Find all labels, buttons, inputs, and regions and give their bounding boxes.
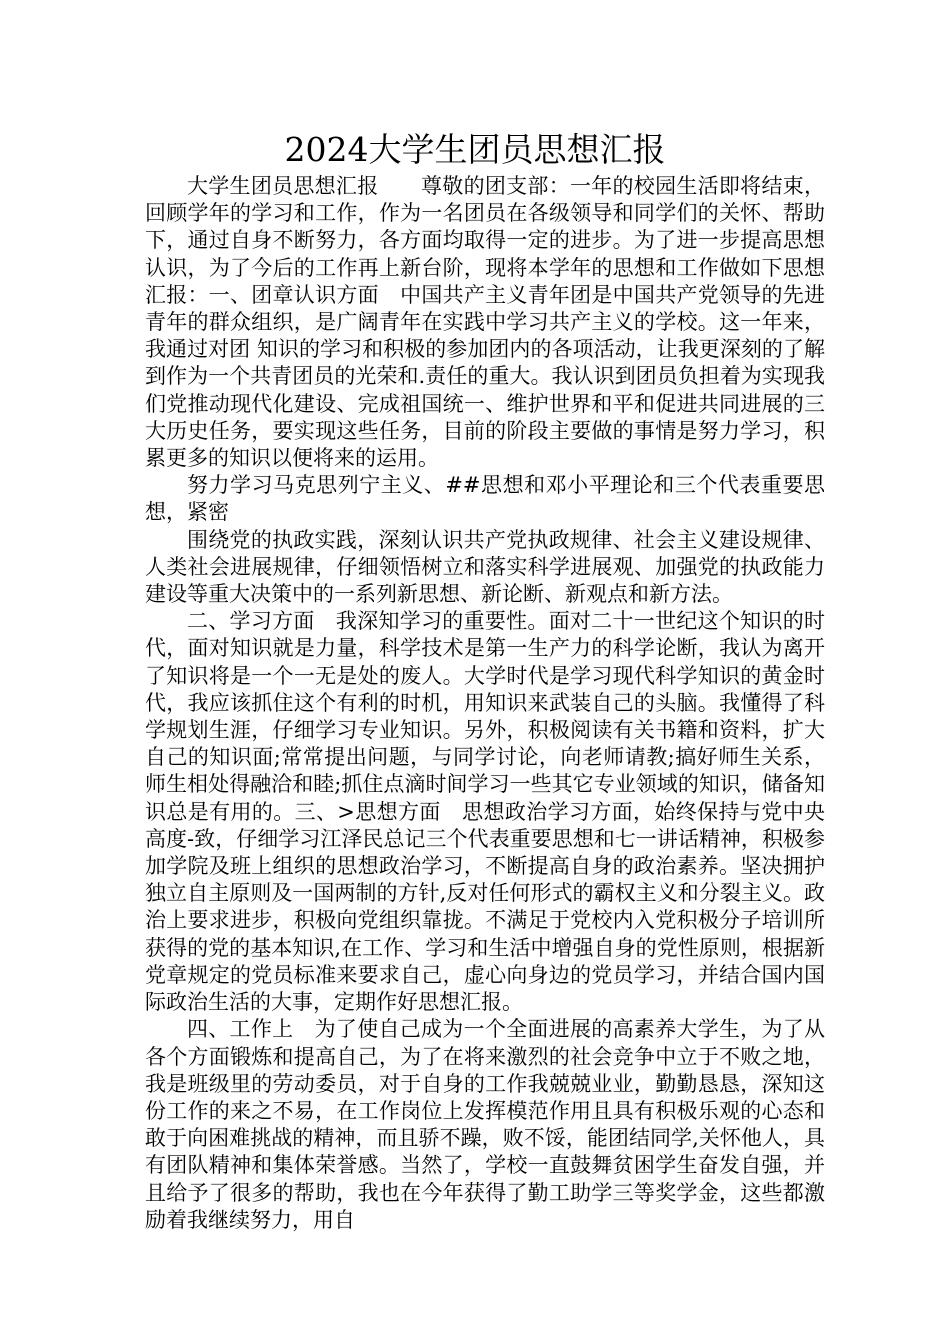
paragraph-study-theory: 努力学习马克思列宁主义、##思想和邓小平理论和三个代表重要思想，紧密 bbox=[145, 473, 825, 525]
document-body bbox=[145, 173, 825, 1234]
paragraph-study-thought: 二、学习方面 我深知学习的重要性。面对二十一世纪这个知识的时代，面对知识就是力量，科学技术是第一生产力的科学论断，我认为离开了知识将是一个一无是处的废人。大学时代是学习现代科学知识的黄金时代，我应该抓住这个有利的时机，用知识来武装自己的头脑。我懂得了科学规划生涯，仔细学习专业知识。另外，积极阅读有关书籍和资料，扩大自己的知识面;常常提出问题，与同学讨论，向老师请教;搞好师生关系，师生相处得融洽和睦;抓住点滴时间学习一些其它专业领域的知识，储备知识总是有用的。三、>思想方面 思想政治学习方面，始终保持与党中央高度-致，仔细学习江泽民总记三个代表重要思想和七一讲话精神，积极参加学院及班上组织的思想政治学习，不断提高自身的政治素养。坚决拥护独立自主原则及一国两制的方针,反对任何形式的霸权主义和分裂主义。政治上要求进步，积极向党组织靠拢。不满足于党校内入党积极分子培训所获得的党的基本知识,在工作、学习和生活中增强自身的党性原则，根据新党章规定的党员标准来要求自己，虚心向身边的党员学习，并结合国内国际政治生活的大事，定期作好思想汇报。 bbox=[145, 609, 825, 1015]
paragraph-party-practice: 围绕党的执政实践，深刻认识共产党执政规律、社会主义建设规律、人类社会进展规律，仔细领悟树立和落实科学进展观、加强党的执政能力建设等重大决策中的一系列新思想、新论断、新观点和新方法。 bbox=[145, 527, 825, 607]
document-title: 2024大学生团员思想汇报 bbox=[284, 130, 666, 169]
paragraph-intro: 大学生团员思想汇报 尊敬的团支部：一年的校园生活即将结束，回顾学年的学习和工作，作为一名团员在各级领导和同学们的关怀、帮助下，通过自身不断努力，各方面均取得一定的进步。为了进一步提高思想认识，为了今后的工作再上新台阶，现将本学年的思想和工作做如下思想汇报：一、团章认识方面 中国共产主义青年团是中国共产党领导的先进青年的群众组织，是广阔青年在实践中学习共产主义的学校。这一年来，我通过对团 知识的学习和积极的参加团内的各项活动，让我更深刻的了解到作为一个共青团员的光荣和.责任的重大。我认识到团员负担着为实现我们党推动现代化建设、完成祖国统一、维护世界和平和促进共同进展的三大历史任务，要实现这些任务，目前的阶段主要做的事情是努力学习，积累更多的知识以便将来的运用。 bbox=[145, 174, 825, 471]
paragraph-work: 四、工作上 为了使自己成为一个全面进展的高素养大学生，为了从各个方面锻炼和提高自己，为了在将来激烈的社会竞争中立于不败之地，我是班级里的劳动委员，对于自身的工作我兢兢业业，勤勤恳恳，深知这份工作的来之不易，在工作岗位上发挥模范作用且具有积极乐观的心态和敢于向困难挑战的精神，而且骄不躁，败不馁，能团结同学,关怀他人，具有团队精神和集体荣誉感。当然了，学校一直鼓舞贫困学生奋发自强，并且给予了很多的帮助，我也在今年获得了勤工助学三等奖学金，这些都激励着我继续努力，用自 bbox=[145, 1017, 825, 1232]
